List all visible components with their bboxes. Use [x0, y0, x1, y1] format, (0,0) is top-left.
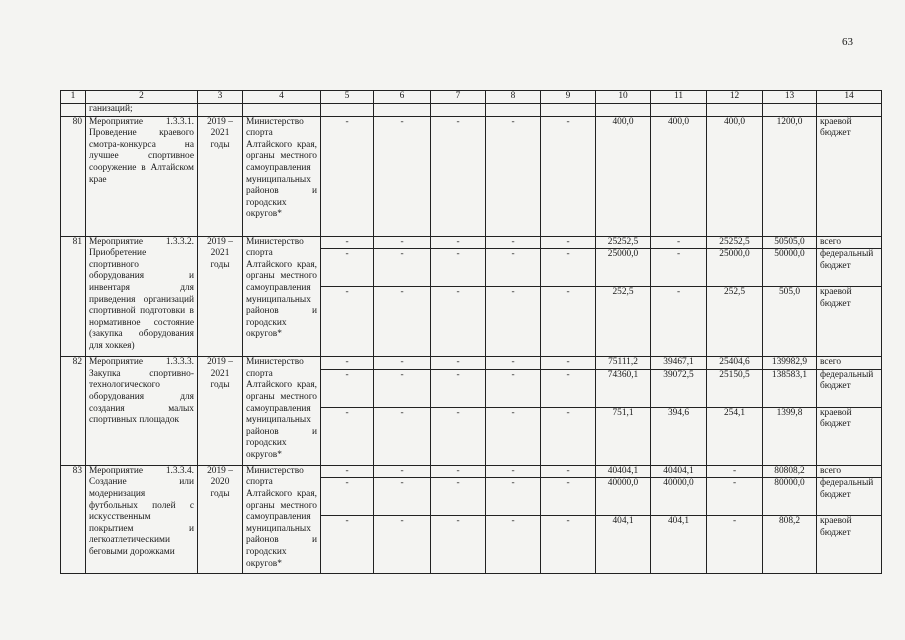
funding-amount: 505,0: [763, 287, 817, 357]
year-value-empty: -: [431, 478, 486, 516]
year-value-empty: -: [431, 287, 486, 357]
funding-source: федеральный бюджет: [817, 369, 882, 407]
table-row: [61, 236, 882, 249]
year-value-empty: -: [486, 357, 541, 370]
funding-amount: 808,2: [763, 516, 817, 574]
funding-source: всего: [817, 236, 882, 249]
empty-cell: [486, 103, 541, 116]
funding-amount: -: [651, 249, 707, 287]
year-value-empty: -: [321, 287, 374, 357]
year-value-empty: -: [431, 407, 486, 465]
year-value-empty: -: [321, 407, 374, 465]
year-value-empty: -: [374, 116, 431, 236]
year-value-empty: -: [541, 516, 596, 574]
year-value-empty: -: [486, 116, 541, 236]
funding-amount: 25252,5: [596, 236, 651, 249]
header-cell: 6: [374, 91, 431, 104]
year-value-empty: -: [541, 287, 596, 357]
year-value-empty: -: [374, 465, 431, 478]
header-cell: 10: [596, 91, 651, 104]
header-cell: 4: [243, 91, 321, 104]
header-cell: 12: [707, 91, 763, 104]
year-value-empty: -: [486, 465, 541, 478]
funding-amount: 39467,1: [651, 357, 707, 370]
year-value-empty: -: [321, 369, 374, 407]
row-number: 82: [61, 357, 86, 466]
empty-cell: [763, 103, 817, 116]
funding-amount: 25000,0: [596, 249, 651, 287]
funding-amount: 25000,0: [707, 249, 763, 287]
year-value-empty: -: [431, 236, 486, 249]
empty-cell: [374, 103, 431, 116]
empty-cell: [596, 103, 651, 116]
year-value-empty: -: [431, 116, 486, 236]
year-value-empty: -: [486, 236, 541, 249]
year-value-empty: -: [431, 516, 486, 574]
funding-source: федеральный бюджет: [817, 478, 882, 516]
year-value-empty: -: [374, 516, 431, 574]
measure-period: 2019 – 2020 годы: [198, 465, 243, 574]
funding-source: краевой бюджет: [817, 287, 882, 357]
year-value-empty: -: [486, 516, 541, 574]
year-value-empty: -: [321, 116, 374, 236]
funding-amount: 404,1: [651, 516, 707, 574]
empty-cell: [61, 103, 86, 116]
funding-amount: 25252,5: [707, 236, 763, 249]
funding-source: краевой бюджет: [817, 116, 882, 236]
funding-amount: 40000,0: [651, 478, 707, 516]
year-value-empty: -: [486, 287, 541, 357]
year-value-empty: -: [431, 465, 486, 478]
year-value-empty: -: [431, 249, 486, 287]
measure-executor: Министерство спорта Алтайского края, органы местного самоуправления муниципальных районов и городских округов*: [243, 116, 321, 236]
funding-amount: -: [651, 236, 707, 249]
funding-amount: 39072,5: [651, 369, 707, 407]
year-value-empty: -: [486, 369, 541, 407]
table-row: [61, 357, 882, 370]
funding-amount: 25150,5: [707, 369, 763, 407]
funding-amount: -: [707, 516, 763, 574]
year-value-empty: -: [374, 407, 431, 465]
funding-source: всего: [817, 357, 882, 370]
funding-amount: 252,5: [707, 287, 763, 357]
row-number: 80: [61, 116, 86, 236]
table-body: [61, 91, 882, 574]
year-value-empty: -: [541, 369, 596, 407]
year-value-empty: -: [541, 465, 596, 478]
funding-amount: 25404,6: [707, 357, 763, 370]
funding-source: федеральный бюджет: [817, 249, 882, 287]
funding-amount: 75111,2: [596, 357, 651, 370]
measure-name: Мероприятие 1.3.3.1. Проведение краевого смотра-конкурса на лучшее спортивное сооружение в Алтайском крае: [86, 116, 198, 236]
funding-amount: -: [707, 465, 763, 478]
empty-cell: [651, 103, 707, 116]
funding-amount: 40404,1: [651, 465, 707, 478]
header-row: [61, 91, 882, 104]
row-number: 83: [61, 465, 86, 574]
funding-amount: 74360,1: [596, 369, 651, 407]
funding-amount: 400,0: [651, 116, 707, 236]
header-cell: 13: [763, 91, 817, 104]
header-cell: 3: [198, 91, 243, 104]
year-value-empty: -: [374, 478, 431, 516]
table-row: [61, 465, 882, 478]
measure-executor: Министерство спорта Алтайского края, органы местного самоуправления муниципальных районов и городских округов*: [243, 236, 321, 357]
measure-executor: Министерство спорта Алтайского края, органы местного самоуправления муниципальных районов и городских округов*: [243, 357, 321, 466]
funding-amount: 1200,0: [763, 116, 817, 236]
funding-amount: 252,5: [596, 287, 651, 357]
year-value-empty: -: [431, 369, 486, 407]
year-value-empty: -: [541, 357, 596, 370]
funding-amount: 80808,2: [763, 465, 817, 478]
header-cell: 11: [651, 91, 707, 104]
header-cell: 14: [817, 91, 882, 104]
continuation-text: ганизаций;: [86, 103, 198, 116]
page-number: 63: [842, 36, 853, 48]
measure-period: 2019 – 2021 годы: [198, 357, 243, 466]
year-value-empty: -: [374, 287, 431, 357]
funding-amount: 40404,1: [596, 465, 651, 478]
year-value-empty: -: [321, 236, 374, 249]
year-value-empty: -: [541, 236, 596, 249]
header-cell: 2: [86, 91, 198, 104]
year-value-empty: -: [541, 407, 596, 465]
year-value-empty: -: [374, 236, 431, 249]
header-cell: 8: [486, 91, 541, 104]
funding-amount: 139982,9: [763, 357, 817, 370]
funding-amount: 400,0: [596, 116, 651, 236]
funding-amount: -: [707, 478, 763, 516]
continuation-row: [61, 103, 882, 116]
header-cell: 1: [61, 91, 86, 104]
empty-cell: [321, 103, 374, 116]
year-value-empty: -: [374, 357, 431, 370]
program-table: [60, 90, 882, 574]
year-value-empty: -: [321, 249, 374, 287]
funding-amount: 50000,0: [763, 249, 817, 287]
empty-cell: [243, 103, 321, 116]
funding-amount: 138583,1: [763, 369, 817, 407]
year-value-empty: -: [321, 478, 374, 516]
year-value-empty: -: [374, 369, 431, 407]
year-value-empty: -: [541, 116, 596, 236]
year-value-empty: -: [486, 249, 541, 287]
year-value-empty: -: [486, 407, 541, 465]
measure-name: Мероприятие 1.3.3.3. Закупка спортивно-технологического оборудования для создания малых спортивных площадок: [86, 357, 198, 466]
empty-cell: [198, 103, 243, 116]
header-cell: 7: [431, 91, 486, 104]
year-value-empty: -: [486, 478, 541, 516]
empty-cell: [817, 103, 882, 116]
year-value-empty: -: [321, 357, 374, 370]
header-cell: 5: [321, 91, 374, 104]
funding-amount: 80000,0: [763, 478, 817, 516]
funding-source: краевой бюджет: [817, 516, 882, 574]
year-value-empty: -: [321, 516, 374, 574]
funding-source: всего: [817, 465, 882, 478]
year-value-empty: -: [431, 357, 486, 370]
funding-amount: 394,6: [651, 407, 707, 465]
funding-amount: 404,1: [596, 516, 651, 574]
funding-amount: -: [651, 287, 707, 357]
row-number: 81: [61, 236, 86, 357]
measure-name: Мероприятие 1.3.3.2. Приобретение спортивного оборудования и инвентаря для приведения организаций спортивной подготовки в нормативное состояние (закупка оборудования для хоккея): [86, 236, 198, 357]
measure-period: 2019 – 2021 годы: [198, 236, 243, 357]
funding-amount: 400,0: [707, 116, 763, 236]
funding-source: краевой бюджет: [817, 407, 882, 465]
measure-period: 2019 – 2021 годы: [198, 116, 243, 236]
funding-amount: 751,1: [596, 407, 651, 465]
year-value-empty: -: [541, 249, 596, 287]
header-cell: 9: [541, 91, 596, 104]
year-value-empty: -: [321, 465, 374, 478]
funding-amount: 1399,8: [763, 407, 817, 465]
measure-executor: Министерство спорта Алтайского края, органы местного самоуправления муниципальных районов и городских округов*: [243, 465, 321, 574]
funding-amount: 254,1: [707, 407, 763, 465]
empty-cell: [431, 103, 486, 116]
empty-cell: [541, 103, 596, 116]
year-value-empty: -: [541, 478, 596, 516]
empty-cell: [707, 103, 763, 116]
funding-amount: 50505,0: [763, 236, 817, 249]
measure-name: Мероприятие 1.3.3.4. Создание или модернизация футбольных полей с искусственным покрытием и легкоатлетическими беговыми дорожками: [86, 465, 198, 574]
table-row: [61, 116, 882, 236]
year-value-empty: -: [374, 249, 431, 287]
funding-amount: 40000,0: [596, 478, 651, 516]
